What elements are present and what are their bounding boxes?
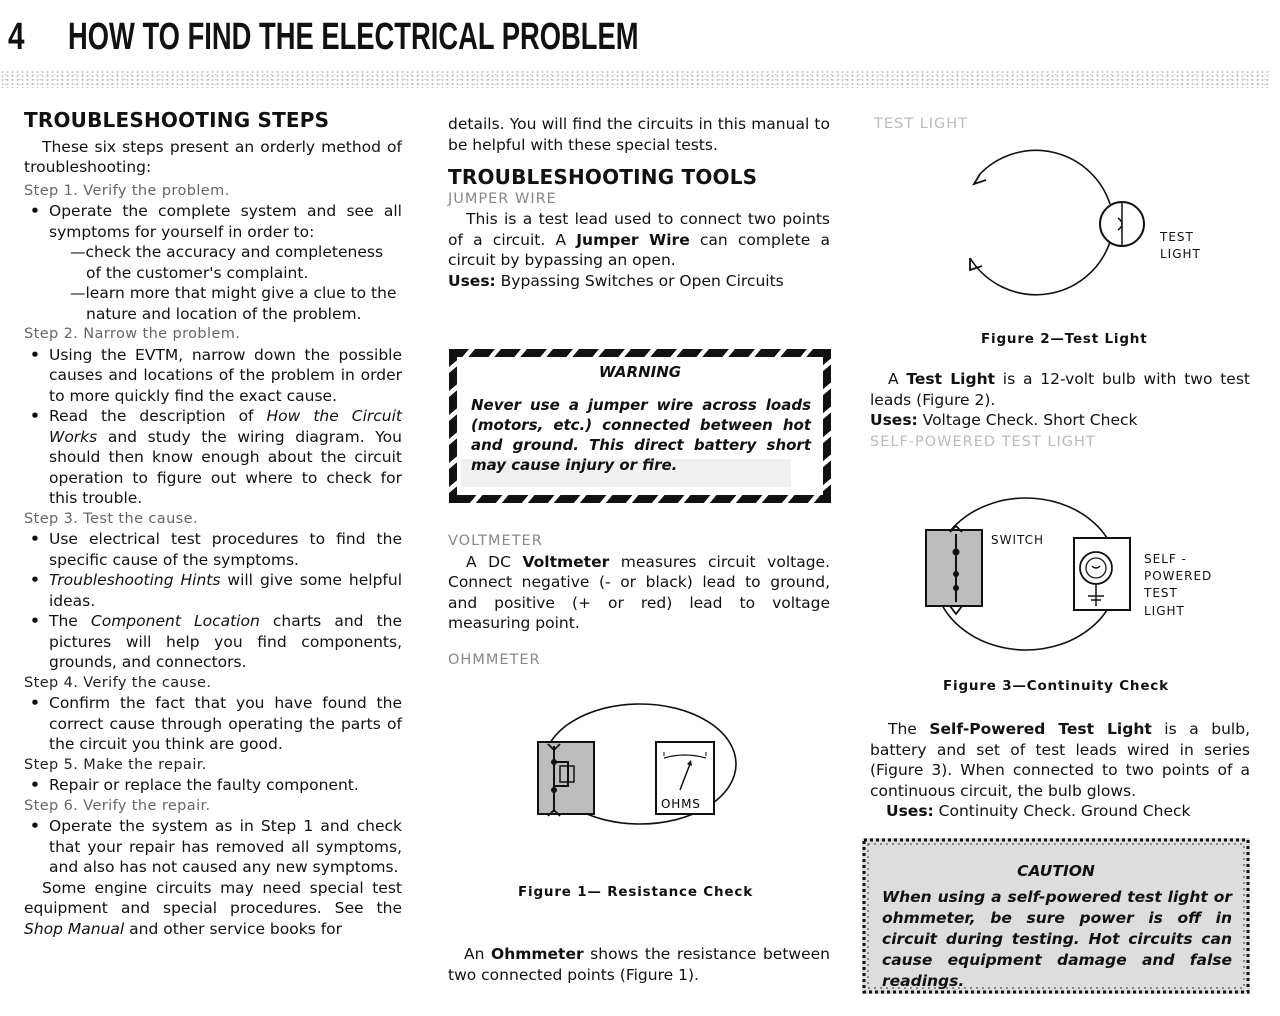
test-light-uses [870,410,1250,431]
step-1-heading: Step 1. Verify the problem. [24,182,230,199]
figure-3-continuity-check [920,490,1140,660]
text-bold: Self-Powered Test Light [929,720,1152,738]
self-powered-uses [870,801,1250,822]
column-troubleshooting-tools [448,114,830,291]
test-light-label-1: TEST [1160,230,1194,244]
step-3-bullet-3 [24,611,402,673]
uses-text: Continuity Check. Ground Check [933,802,1191,820]
text: shows the resistance between two connected points (Figure 1). [448,945,830,984]
caution-box [862,838,1250,994]
jumper-wire-heading: JUMPER WIRE [448,190,557,207]
jumper-wire-uses [448,271,830,292]
section-heading: TROUBLESHOOTING STEPS [24,108,330,132]
step-3-bullet-1: • Use electrical test procedures to find the specific cause of the symptoms. [24,529,402,570]
voltmeter-section [448,531,830,670]
text-bold: Jumper Wire [576,230,690,249]
step-3-heading: Step 3. Test the cause. [24,510,198,527]
figure-1-resistance-check [520,694,760,834]
figure-1-caption: Figure 1— Resistance Check [518,884,753,900]
continued-paragraph: details. You will find the circuits in this manual to be helpful with these special tests. [448,115,830,154]
jumper-wire-paragraph [448,209,830,271]
text-bold: Test Light [906,370,996,388]
step-4-heading: Step 4. Verify the cause. [24,674,212,691]
self-powered-paragraph [870,719,1250,801]
step-1-bullet: • Operate the complete system and see all symptoms for yourself in order to: [24,201,402,242]
warning-title: WARNING [598,363,682,381]
text: The [49,612,91,630]
self-powered-label-2: POWERED [1144,569,1213,583]
text: measures circuit voltage. Connect negative (- or black) lead to ground, and positive (+ or red) lead to voltage measuring point. [448,552,831,632]
uses-label: Uses: [870,411,918,429]
column-troubleshooting-steps [24,110,402,939]
text: Some engine circuits may need special test equipment and special procedures. See the [24,878,402,917]
test-light-heading: TEST LIGHT [874,116,969,132]
step-1-dash-1: —check the accuracy and completeness of the customer's complaint. [70,243,384,282]
test-light-section [870,369,1250,452]
page-header [0,8,1280,98]
section-heading: TROUBLESHOOTING TOOLS [448,165,758,189]
step-6-heading: Step 6. Verify the repair. [24,797,211,814]
text: and other service books for [124,919,343,938]
text-italic: Component Location [90,612,260,630]
caution-title: CAUTION [1017,862,1095,880]
header-rule [0,70,1270,88]
step-2-heading: Step 2. Narrow the problem. [24,326,241,342]
ohms-label: OHMS [661,797,701,811]
voltmeter-heading: VOLTMETER [448,533,543,549]
text: charts and the pictures will help you find components, grounds, and connectors. [49,612,403,671]
page-number: 4 [8,16,25,58]
intro-paragraph: These six steps present an orderly method of troubleshooting: [24,137,402,176]
figure-3-caption: Figure 3—Continuity Check [943,678,1169,694]
step-6-bullet: • Operate the system as in Step 1 and check that your repair has removed all symptoms, and also has not caused any new symptoms. [24,816,402,878]
text-italic: Shop Manual [24,919,125,938]
text-bold: Voltmeter [522,552,610,571]
step-1-dash-2: —learn more that might give a clue to the nature and location of the problem. [70,284,397,323]
warning-text: Never use a jumper wire across loads (motors, etc.) connected between hot and ground. This direct battery short may cause injury or fire. [471,396,811,474]
caution-text: When using a self-powered test light or ohmmeter, be sure power is off in circuit during testing. Hot circuits can cause equipment damage and false readings. [882,888,1232,990]
uses-label: Uses: [886,802,934,820]
uses-text: Voltage Check. Short Check [917,411,1138,429]
text: will give some helpful ideas. [49,571,402,610]
test-light-label-2: LIGHT [1160,247,1201,261]
voltmeter-paragraph [448,552,830,634]
self-powered-label-4: LIGHT [1144,604,1185,618]
text-italic: Troubleshooting Hints [49,571,221,589]
step-2-bullet-2 [24,406,402,509]
text: is a 12-volt bulb with two test leads (Figure 2). [870,370,1250,409]
closing-paragraph [24,878,402,940]
switch-label: SWITCH [991,533,1045,547]
step-2-bullet-1: • Using the EVTM, narrow down the possible causes and locations of the problem in order to more quickly find the exact cause. [24,345,402,407]
step-4-bullet: • Confirm the fact that you have found the correct cause through operating the parts of the circuit you think are good. [24,693,402,755]
text-bold: Ohmmeter [491,945,584,963]
text-italic: How the Circuit Works [49,407,402,446]
text: An [464,945,492,963]
text: The [888,720,930,738]
ohmmeter-paragraph [448,944,830,985]
ohmmeter-heading: OHMMETER [448,651,541,668]
ohmmeter-text [448,944,830,985]
step-5-bullet: • Repair or replace the faulty component. [24,775,402,796]
text: and study the wiring diagram. You should then know enough about the circuit operation to figure out where to check for this trouble. [49,427,402,507]
page-title: HOW TO FIND THE ELECTRICAL PROBLEM [68,16,639,58]
self-powered-heading: SELF-POWERED TEST LIGHT [870,433,1096,450]
warning-box [449,349,831,503]
figure-2-caption: Figure 2—Test Light [981,331,1148,347]
self-powered-section [870,719,1250,822]
self-powered-label-1: SELF - [1144,552,1187,566]
step-5-heading: Step 5. Make the repair. [24,756,207,773]
uses-text: Bypassing Switches or Open Circuits [495,271,784,290]
text: Read the description of [49,407,267,425]
test-light-paragraph [870,369,1250,410]
text: is a bulb, battery and set of test leads wired in series (Figure 3). When connected to two points of a continuous circuit, the bulb glows. [870,720,1250,800]
uses-label: Uses: [448,271,496,290]
figure-2-test-light [960,140,1160,310]
text: A DC [466,552,523,571]
self-powered-label-3: TEST [1144,586,1178,600]
step-3-bullet-2 [24,570,402,611]
text: This is a test lead used to connect two points of a circuit. A [448,210,830,249]
text: A [888,370,907,388]
text: can complete a circuit by bypassing an open. [448,230,830,269]
